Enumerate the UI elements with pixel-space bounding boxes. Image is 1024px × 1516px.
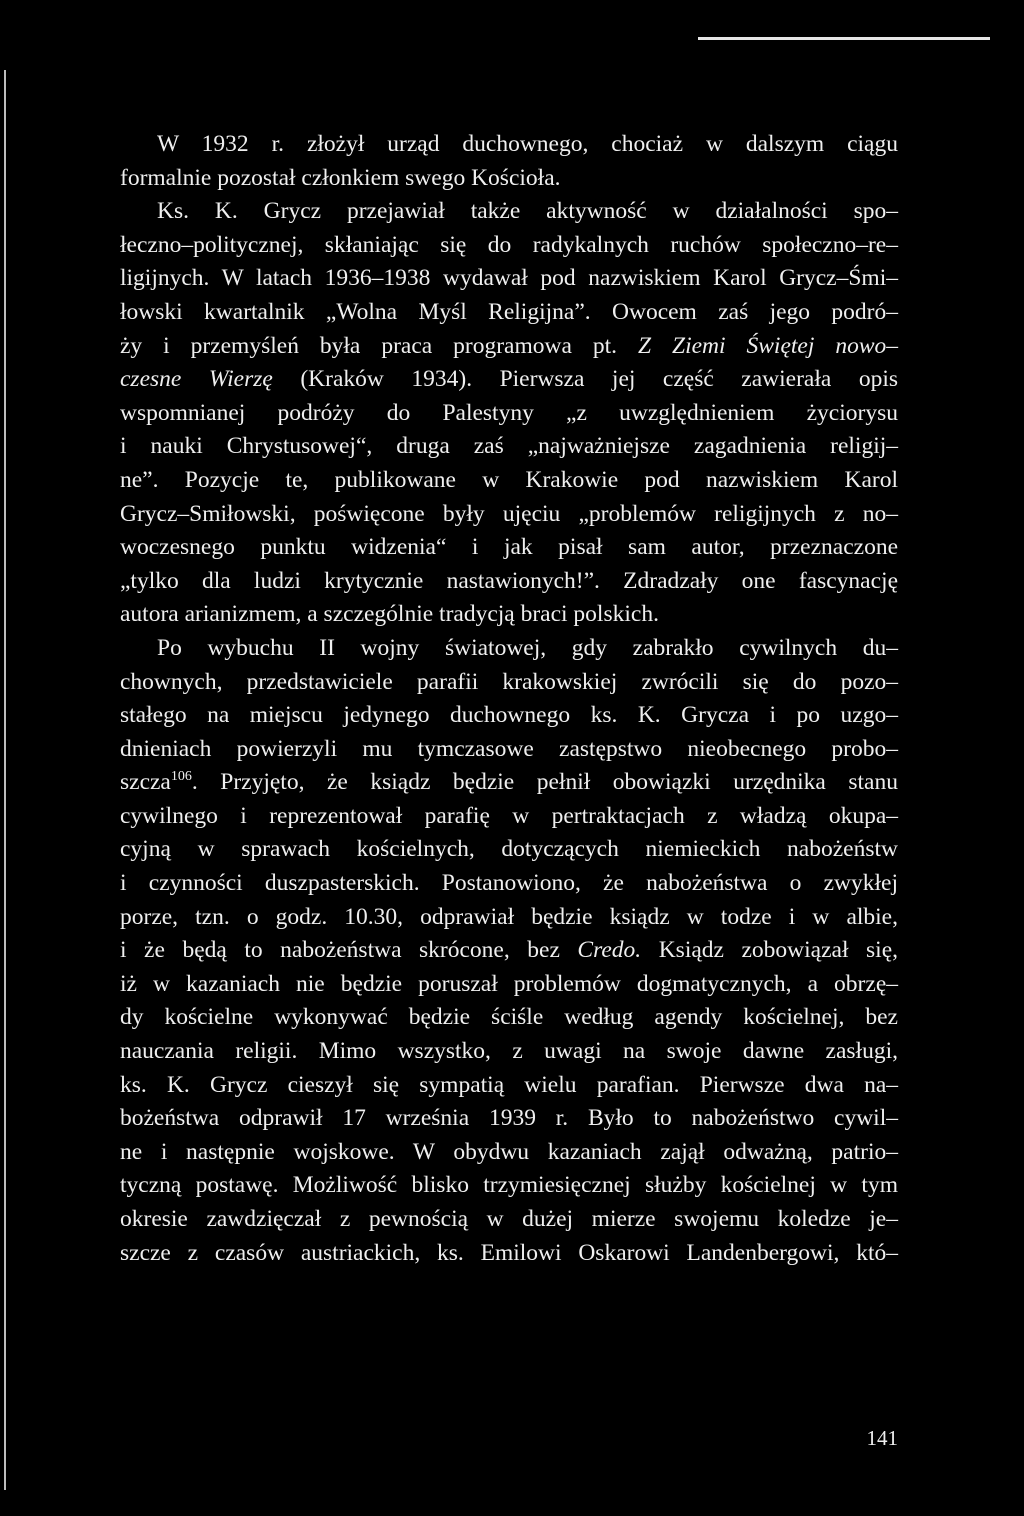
book-title: Z Ziemi Świętej nowo–	[637, 332, 898, 359]
text-line: chownych, przedstawiciele parafii krakowskiej zwrócili się do pozo–	[120, 668, 898, 695]
text-line: Po wybuchu II wojny światowej, gdy zabrakło cywilnych du–	[157, 634, 898, 661]
text-line: łeczno–politycznej, skłaniając się do radykalnych ruchów społeczno–re–	[120, 231, 898, 258]
text-line: ne i następnie wojskowe. W obydwu kazaniach zajął odważną, patrio–	[120, 1138, 898, 1165]
text-line: szcza$^{106}$. Przyjęto, że ksiądz będzie pełnił obowiązki urzędnika stanu	[120, 769, 898, 796]
text-line: porze, tzn. o godz. 10.30, odprawiał będzie ksiądz w todze i w albie,	[120, 903, 898, 930]
text-line: iż w kazaniach nie będzie poruszał problemów dogmatycznych, a obrzę–	[120, 970, 898, 997]
text-line: czesne Wierzę (Kraków 1934). Pierwsza jej część zawierała opis	[120, 366, 899, 393]
page-body-text	[120, 128, 898, 1270]
text-line: dy kościelne wykonywać będzie ściśle według agendy kościelnej, bez	[120, 1004, 898, 1031]
text-line: i nauki Chrystusowej“, druga zaś „najważniejsze zagadnienia religij–	[120, 433, 898, 460]
text-line: W 1932 r. złożył urząd duchownego, chociaż w dalszym ciągu	[157, 131, 898, 157]
work-title: Credo.	[577, 937, 642, 964]
text-line: okresie zawdzięczał z pewnością w dużej mierze swojemu koledze je–	[120, 1206, 898, 1232]
text-line: dnieniach powierzyli mu tymczasowe zastępstwo nieobecnego probo–	[120, 735, 898, 762]
scan-edge-left	[4, 70, 6, 1490]
text-line: woczesnego punktu widzenia“ i jak pisał sam autor, przeznaczone	[120, 534, 898, 561]
text-line: nauczania religii. Mimo wszystko, z uwagi na swoje dawne zasługi,	[120, 1038, 898, 1065]
text-line: i że będą to nabożeństwa skrócone, bez Credo. Ksiądz zobowiązał się,	[120, 937, 898, 964]
text-line: cywilnego i reprezentował parafię w pertraktacjach z władzą okupa–	[120, 802, 898, 829]
text-line: ży i przemyśleń była praca programowa pt. Z Ziemi Świętej nowo–	[120, 332, 898, 359]
text-line: ne”. Pozycje te, publikowane w Krakowie pod nazwiskiem Karol	[120, 466, 898, 493]
scan-edge-top	[698, 37, 990, 40]
text-line: ks. K. Grycz cieszył się sympatią wielu parafian. Pierwsze dwa na–	[120, 1071, 898, 1098]
text-line: bożeństwa odprawił 17 września 1939 r. Było to nabożeństwo cywil–	[120, 1105, 898, 1132]
text-line: i czynności duszpasterskich. Postanowiono, że nabożeństwa o zwykłej	[120, 870, 898, 897]
text-line: ligijnych. W latach 1936–1938 wydawał pod nazwiskiem Karol Grycz–Śmi–	[120, 265, 898, 292]
text-line: formalnie pozostał członkiem swego Kościoła.	[120, 164, 561, 191]
text-line: wspomnianej podróży do Palestyny „z uwzględnieniem życiorysu	[120, 399, 898, 426]
footnote-ref: 106	[170, 769, 192, 785]
text-line: szcze z czasów austriackich, ks. Emilowi Oskarowi Landenbergowi, któ–	[120, 1239, 898, 1266]
text-line: Ks. K. Grycz przejawiał także aktywność w działalności spo–	[157, 198, 898, 225]
text-line: stałego na miejscu jedynego duchownego ks. K. Grycza i po uzgo–	[120, 702, 898, 729]
text-line: autora arianizmem, a szczególnie tradycją braci polskich.	[120, 601, 659, 628]
text-line: cyjną w sprawach kościelnych, dotyczących niemieckich nabożeństw	[120, 836, 898, 863]
text-line: łowski kwartalnik „Wolna Myśl Religijna”. Owocem zaś jego podró–	[120, 298, 898, 325]
book-title: czesne Wierzę	[120, 366, 273, 393]
text-line: Grycz–Smiłowski, poświęcone były ujęciu „problemów religijnych z no–	[120, 500, 898, 527]
page-number: 141	[866, 1426, 898, 1450]
text-line: „tylko dla ludzi krytycznie nastawionych!”. Zdradzały one fascynację	[120, 567, 898, 594]
text-line: tyczną postawę. Możliwość blisko trzymiesięcznej służby kościelnej w tym	[120, 1172, 898, 1199]
